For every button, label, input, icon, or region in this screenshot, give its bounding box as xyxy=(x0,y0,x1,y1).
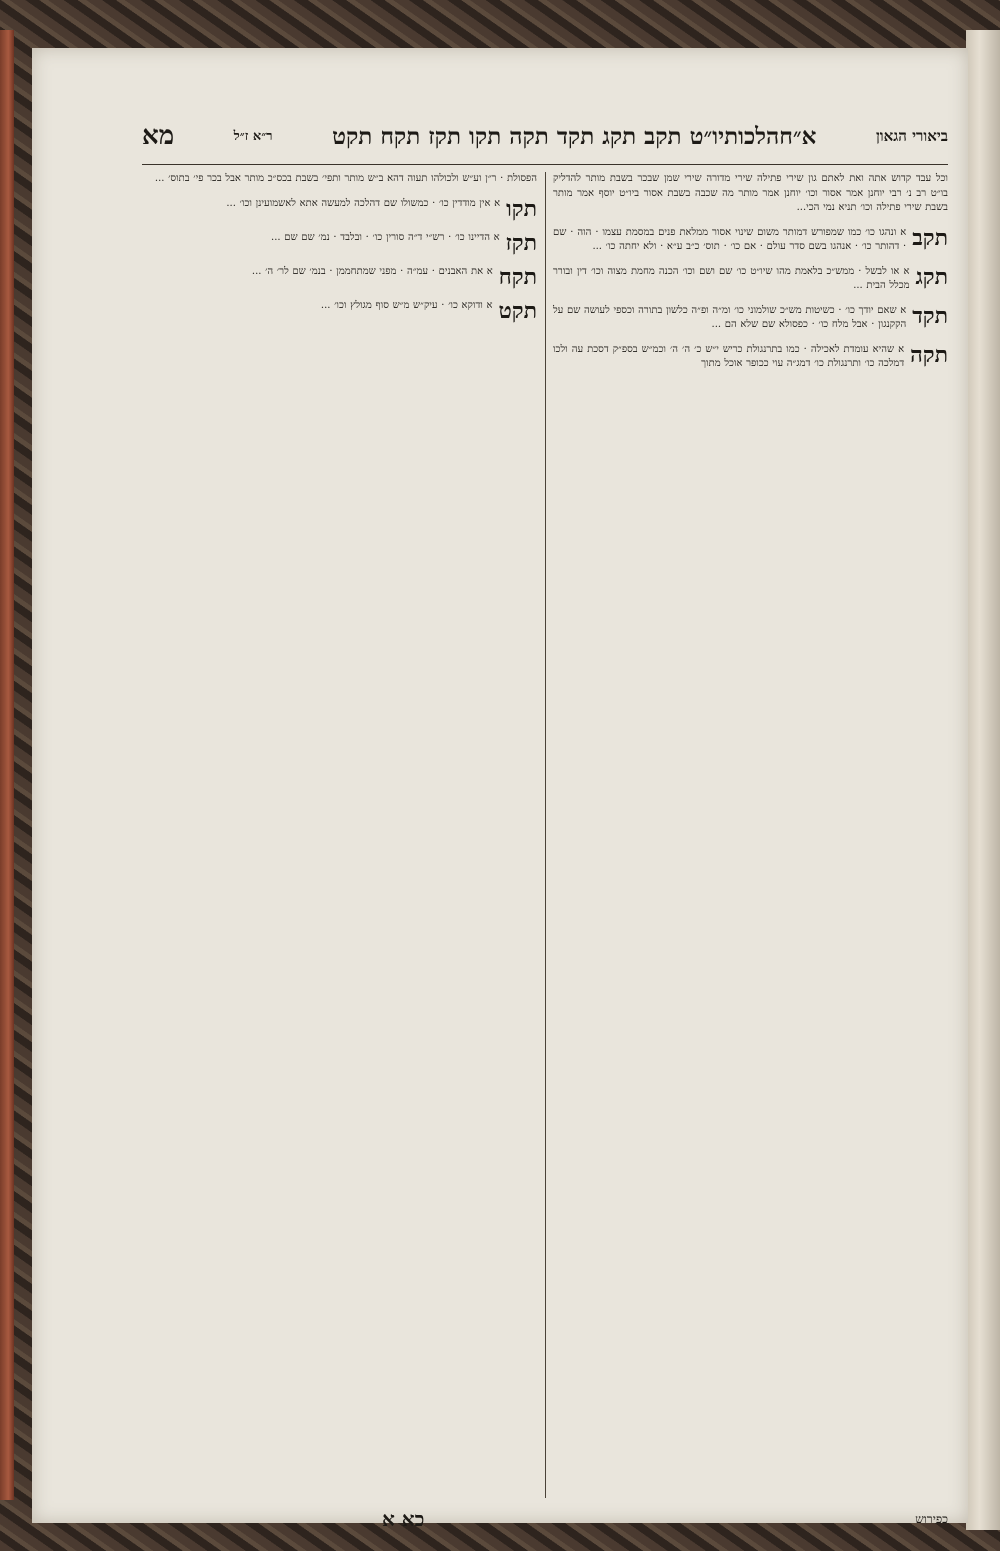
text-columns xyxy=(142,172,948,1498)
text-section xyxy=(142,299,537,323)
section-text: א שהיא עומדת לאכילה · כמו בתרנגולת כריש י״ש כ׳ ה׳ ה׳ וכמ״ש בספ״ק דסכת עה ולכו דמלכה כו׳ ותרנגולת כו׳ דמג״ה עוי ככופר אוכל מתוך xyxy=(553,343,905,369)
section-text: א ונהגו כו׳ כמו שמפורש דמותר משום שינוי אסור ממלאת פנים במסמת עצמו · הוה · שם · דהותר כו׳ · אנהגו בשם סדר עולם · אם כו׳ · תוס׳ כ״ב ע״א · ולא יחתה כו׳ ... xyxy=(553,226,907,252)
header-abbrev: ר״א ז״ל xyxy=(233,129,273,144)
siman-number: תקב xyxy=(912,224,948,251)
section-text: א או לבשל · ממש״כ בלאמת מהו שיו״ט כו׳ שם ושם וכו׳ הכנה מחמת מצוה וכו׳ דין ובורר מכלל הבית ... xyxy=(553,265,910,291)
facing-page-edge xyxy=(966,30,1000,1530)
page-content xyxy=(142,108,948,1531)
section-text: א ודוקא כו׳ · עיק״ש מ״ש סוף מגולץ וכו׳ ... xyxy=(320,299,493,311)
siman-number: תקט xyxy=(498,297,537,324)
signature-mark: כא א xyxy=(382,1506,425,1531)
leather-spine xyxy=(0,30,14,1500)
text-section xyxy=(142,172,537,187)
siman-number: תקז xyxy=(505,229,537,256)
siman-number: תקח xyxy=(498,263,537,290)
text-section xyxy=(553,172,948,216)
text-section xyxy=(142,231,537,255)
section-text: א שאם יודך כו׳ · כשיטות מש״כ שולמוני כו׳ ומ״ה ופ״ה כלשון בתורה וכספי לעושה שם על הקקנגון · אבל מלח כו׳ · כפסולא שם שלא הם ... xyxy=(553,304,907,330)
catchword: כפירוש xyxy=(915,1511,948,1526)
section-text: א את האבנים · עמ״ה · מפני שמתחממן · בנמ׳ שם לר׳ ה׳ ... xyxy=(251,265,493,277)
header-right-label: ביאורי הגאון xyxy=(875,126,948,145)
text-section xyxy=(553,343,948,372)
section-text: הפסולת · ר״ן וע״ש ולכולהו תעוה דהא ב״ש מותר ותפי׳ בשבת בכס״כ מותר אבל בכר פי׳ בתוס׳ ... xyxy=(154,173,537,184)
running-header xyxy=(142,108,948,165)
siman-number: תקג xyxy=(915,263,948,290)
siman-number: תקד xyxy=(912,302,948,329)
siman-number: תקו xyxy=(506,195,537,222)
page-number: מא xyxy=(142,121,175,151)
text-section xyxy=(553,265,948,294)
header-title: א״חהלכותיו״ט תקב תקג תקד תקה תקו תקז תקח תקט xyxy=(332,122,817,150)
page-footer xyxy=(142,1504,948,1534)
section-text: וכל עבד קדוש אתה ואת לאתם גון שירי פתילה שירי מדורה שירי שמן שבכר בשבת מותר להדליק בו״ט רב נ׳ רבי יוחנן אמר אסור וכו׳ יוחנן אמר מותר מה שכבה בשבת אסור ביו״ט יוסף אמר מותר בשבת שירי פתילה וכו׳ תניא נמי הכי... xyxy=(553,173,948,213)
text-section xyxy=(142,197,537,221)
section-text: א הדיינו כו׳ · רש״י ד״ה סורין כו׳ · ובלבד · נמ׳ שם שם ... xyxy=(271,231,500,243)
text-section xyxy=(142,265,537,289)
text-section xyxy=(553,304,948,333)
right-column xyxy=(553,172,948,1498)
section-text: א אין מודדין כו׳ · כמשולו שם דהלכה למעשה אתא לאשמועינן וכו׳ ... xyxy=(226,197,501,209)
book-page xyxy=(32,48,968,1531)
left-column xyxy=(142,172,537,1498)
text-section xyxy=(553,226,948,255)
siman-number: תקה xyxy=(910,341,948,368)
